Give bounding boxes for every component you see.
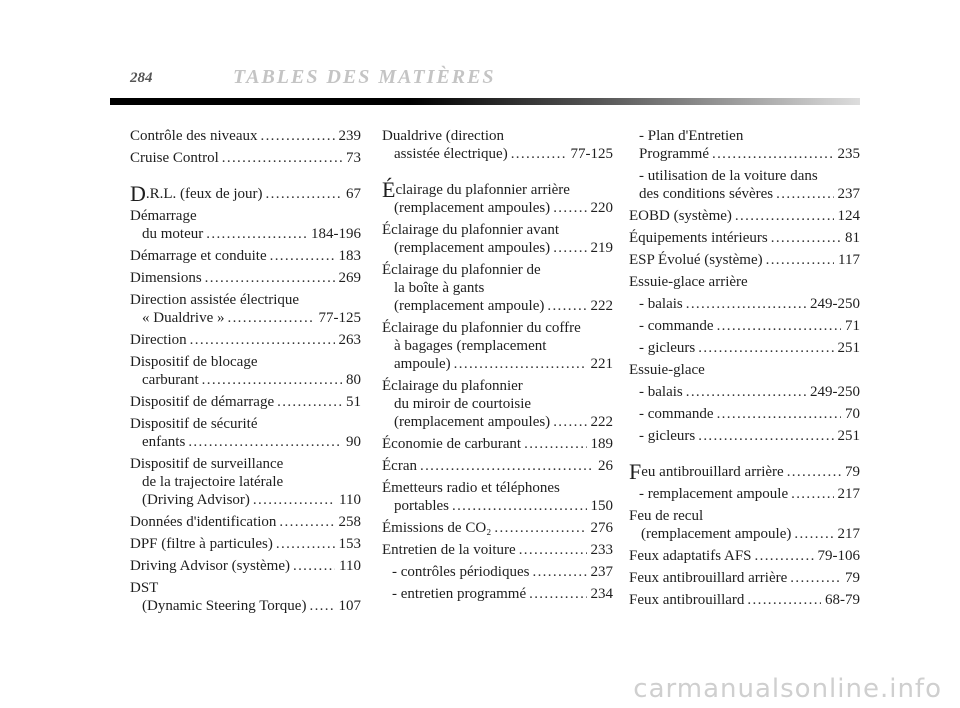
- entry-line: [629, 507, 860, 525]
- entry-line: [130, 149, 361, 167]
- index-column-1: [130, 127, 361, 619]
- index-entry: [629, 405, 860, 423]
- letter-gap: [130, 171, 361, 185]
- page-reference: 251: [837, 340, 860, 356]
- entry-text: (Dynamic Steering Torque): [142, 598, 307, 614]
- entry-text: Dispositif de démarrage: [130, 394, 275, 410]
- page-reference: 234: [590, 586, 613, 602]
- entry-line: [629, 145, 860, 163]
- page-reference: 269: [338, 270, 361, 286]
- index-entry: [382, 221, 613, 257]
- page-reference: 117: [838, 252, 860, 268]
- entry-line: [629, 295, 860, 313]
- index-entry: [382, 479, 613, 515]
- entry-line: [382, 541, 613, 559]
- entry-line: [382, 457, 613, 475]
- entry-line: [629, 569, 860, 587]
- dot-leader: [550, 413, 586, 431]
- entry-line: [629, 485, 860, 503]
- entry-line: [382, 239, 613, 257]
- entry-text: Contrôle des niveaux: [130, 128, 258, 144]
- entry-line: [130, 513, 361, 531]
- index-entry: [130, 415, 361, 451]
- entry-line: [382, 145, 613, 163]
- page-reference: 107: [338, 598, 361, 614]
- dot-leader: [709, 145, 834, 163]
- letter-gap: [382, 167, 613, 181]
- entry-line: [130, 415, 361, 433]
- dot-leader: [521, 435, 586, 453]
- entry-text: (remplacement ampoules): [394, 414, 551, 430]
- entry-line: [629, 251, 860, 269]
- page-reference: 258: [338, 514, 361, 530]
- page-reference: 71: [845, 318, 860, 334]
- entry-line: [629, 127, 860, 145]
- index-entry: [130, 149, 361, 167]
- dot-leader: [203, 225, 307, 243]
- index-entry: [382, 319, 613, 373]
- entry-text: Entretien de la voiture: [382, 542, 516, 558]
- entry-text: - remplacement ampoule: [639, 486, 789, 502]
- dot-leader: [199, 371, 342, 389]
- entry-line: [382, 435, 613, 453]
- dot-leader: [550, 199, 586, 217]
- entry-line: [130, 393, 361, 411]
- index-entry: [130, 579, 361, 615]
- index-entry: [130, 181, 361, 206]
- entry-text: Direction: [130, 332, 187, 348]
- entry-text: ampoule): [394, 356, 451, 372]
- page-reference: 222: [590, 298, 613, 314]
- index-entry: [130, 331, 361, 349]
- dot-leader: [695, 339, 833, 357]
- entry-text: Éclairage du plafonnier: [382, 378, 523, 394]
- index-entry: [382, 457, 613, 475]
- page-reference: 150: [590, 498, 613, 514]
- letter-gap: [629, 449, 860, 463]
- entry-line: [382, 221, 613, 239]
- entry-line: [382, 519, 613, 537]
- entry-text: Programmé: [639, 146, 709, 162]
- index-entry: [629, 427, 860, 445]
- dot-leader: [683, 383, 806, 401]
- index-entry: [130, 513, 361, 531]
- index-entry: [130, 291, 361, 327]
- entry-line: [629, 185, 860, 203]
- index-entry: [629, 273, 860, 291]
- entry-line: [629, 427, 860, 445]
- entry-text: Éclairage du plafonnier de: [382, 262, 541, 278]
- dot-leader: [290, 557, 335, 575]
- entry-text: - balais: [639, 384, 683, 400]
- index-entry: [629, 229, 860, 247]
- entry-line: [130, 291, 361, 309]
- dot-leader: [491, 519, 586, 537]
- entry-text: Dualdrive (direction: [382, 128, 505, 144]
- page-reference: 79: [845, 464, 860, 480]
- entry-text: du moteur: [142, 226, 204, 242]
- page-reference: 237: [590, 564, 613, 580]
- entry-line: [130, 225, 361, 243]
- page-reference: 184-196: [311, 226, 361, 242]
- index-entry: [130, 207, 361, 243]
- dot-leader: [516, 541, 587, 559]
- dot-leader: [529, 563, 586, 581]
- entry-text: eu antibrouillard arrière: [641, 464, 784, 480]
- watermark: carmanualsonline.info: [633, 674, 942, 704]
- page-reference: 73: [346, 150, 361, 166]
- entry-text: - commande: [639, 318, 714, 334]
- entry-text: Feux antibrouillard: [629, 592, 745, 608]
- entry-line: [130, 353, 361, 371]
- page-reference: 249-250: [810, 296, 860, 312]
- entry-text: (remplacement ampoule): [394, 298, 545, 314]
- dot-leader: [732, 207, 834, 225]
- entry-text: Dimensions: [130, 270, 202, 286]
- entry-line: [382, 479, 613, 497]
- entry-line: [130, 331, 361, 349]
- entry-text: (remplacement ampoules): [394, 240, 551, 256]
- dot-leader: [257, 127, 334, 145]
- entry-line: [382, 279, 613, 297]
- page-reference: 235: [837, 146, 860, 162]
- dot-leader: [224, 309, 314, 327]
- dot-leader: [274, 393, 342, 411]
- page-reference: 249-250: [810, 384, 860, 400]
- entry-line: [629, 591, 860, 609]
- entry-line: [382, 377, 613, 395]
- page-reference: 217: [837, 486, 860, 502]
- page-reference: 237: [837, 186, 860, 202]
- entry-line: [130, 371, 361, 389]
- entry-text: « Dualdrive »: [142, 310, 225, 326]
- entry-text: (Driving Advisor): [142, 492, 250, 508]
- entry-line: [629, 229, 860, 247]
- entry-line: [382, 337, 613, 355]
- page-number: 284: [130, 70, 153, 86]
- dot-leader: [695, 427, 833, 445]
- index-entry: [130, 127, 361, 145]
- section-letter: É: [382, 177, 396, 202]
- index-entry: [629, 591, 860, 609]
- entry-line: [382, 297, 613, 315]
- entry-text: Essuie-glace arrière: [629, 274, 748, 290]
- entry-text: Dispositif de blocage: [130, 354, 258, 370]
- page-reference: 77-125: [318, 310, 361, 326]
- entry-text: DST: [130, 580, 159, 596]
- index-entry: [382, 261, 613, 315]
- entry-text: Émissions de CO₂: [382, 520, 492, 536]
- entry-text: Dispositif de sécurité: [130, 416, 258, 432]
- entry-line: [130, 127, 361, 145]
- index-entry: [629, 459, 860, 484]
- page-reference: 77-125: [570, 146, 613, 162]
- entry-line: [629, 339, 860, 357]
- entry-line: [130, 181, 361, 206]
- index-entry: [130, 393, 361, 411]
- index-entry: [130, 557, 361, 575]
- index-entry: [629, 127, 860, 163]
- entry-text: - gicleurs: [639, 428, 696, 444]
- index-entry: [629, 295, 860, 313]
- page-reference: 276: [590, 520, 613, 536]
- page-reference: 251: [837, 428, 860, 444]
- index-entry: [382, 519, 613, 537]
- page-reference: 124: [837, 208, 860, 224]
- index-entry: [629, 207, 860, 225]
- dot-leader: [276, 513, 334, 531]
- dot-leader: [526, 585, 586, 603]
- entry-text: EOBD (système): [629, 208, 732, 224]
- page-reference: 233: [590, 542, 613, 558]
- dot-leader: [787, 569, 841, 587]
- entry-line: [130, 455, 361, 473]
- index-entry: [629, 485, 860, 503]
- entry-text: Éclairage du plafonnier du coffre: [382, 320, 581, 336]
- entry-line: [382, 261, 613, 279]
- entry-text: - contrôles périodiques: [392, 564, 530, 580]
- index-entry: [382, 127, 613, 163]
- dot-leader: [187, 331, 335, 349]
- index-entry: [629, 547, 860, 565]
- entry-text: clairage du plafonnier arrière: [395, 182, 570, 198]
- index-entry: [629, 317, 860, 335]
- entry-line: [382, 395, 613, 413]
- entry-text: ESP Évolué (système): [629, 252, 763, 268]
- index-entry: [629, 361, 860, 379]
- dot-leader: [273, 535, 335, 553]
- entry-text: à bagages (remplacement: [394, 338, 547, 354]
- dot-leader: [449, 497, 587, 515]
- entry-line: [130, 433, 361, 451]
- index-entry: [629, 339, 860, 357]
- index-entry: [629, 251, 860, 269]
- index-entry: [130, 353, 361, 389]
- index-entry: [629, 383, 860, 401]
- entry-text: Dispositif de surveillance: [130, 456, 284, 472]
- page-reference: 263: [338, 332, 361, 348]
- dot-leader: [267, 247, 335, 265]
- entry-text: DPF (filtre à particules): [130, 536, 273, 552]
- index-entry: [382, 563, 613, 581]
- dot-leader: [791, 525, 833, 543]
- page-reference: 189: [590, 436, 613, 452]
- section-letter: D: [130, 181, 146, 206]
- page-reference: 153: [338, 536, 361, 552]
- dot-leader: [768, 229, 841, 247]
- dot-leader: [683, 295, 806, 313]
- dot-leader: [550, 239, 586, 257]
- dot-leader: [784, 463, 841, 481]
- entry-line: [130, 597, 361, 615]
- entry-line: [629, 361, 860, 379]
- page-reference: 220: [590, 200, 613, 216]
- dot-leader: [451, 355, 587, 373]
- entry-text: la boîte à gants: [394, 280, 485, 296]
- index-entry: [130, 455, 361, 509]
- entry-text: Éclairage du plafonnier avant: [382, 222, 559, 238]
- dot-leader: [714, 405, 841, 423]
- index-entry: [629, 167, 860, 203]
- entry-text: Feux antibrouillard arrière: [629, 570, 788, 586]
- page-reference: 239: [338, 128, 361, 144]
- entry-text: des conditions sévères: [639, 186, 774, 202]
- page-reference: 79-106: [817, 548, 860, 564]
- entry-line: [130, 535, 361, 553]
- entry-line: [629, 525, 860, 543]
- dot-leader: [202, 269, 335, 287]
- dot-leader: [306, 597, 334, 615]
- entry-line: [382, 199, 613, 217]
- entry-text: Direction assistée électrique: [130, 292, 300, 308]
- entry-line: [629, 317, 860, 335]
- page-reference: 67: [346, 186, 361, 202]
- entry-text: Émetteurs radio et téléphones: [382, 480, 560, 496]
- entry-line: [130, 247, 361, 265]
- page-reference: 110: [339, 558, 361, 574]
- index-entry: [130, 269, 361, 287]
- index-entry: [382, 585, 613, 603]
- index-entry: [130, 247, 361, 265]
- dot-leader: [417, 457, 594, 475]
- dot-leader: [788, 485, 833, 503]
- entry-text: - balais: [639, 296, 683, 312]
- dot-leader: [714, 317, 841, 335]
- entry-line: [130, 269, 361, 287]
- entry-text: - Plan d'Entretien: [639, 128, 744, 144]
- entry-text: Essuie-glace: [629, 362, 705, 378]
- index-entry: [629, 569, 860, 587]
- entry-text: Feux adaptatifs AFS: [629, 548, 752, 564]
- dot-leader: [763, 251, 834, 269]
- entry-line: [382, 585, 613, 603]
- entry-text: de la trajectoire latérale: [142, 474, 284, 490]
- entry-text: Démarrage: [130, 208, 197, 224]
- entry-text: Données d'identification: [130, 514, 277, 530]
- entry-text: Équipements intérieurs: [629, 230, 768, 246]
- entry-line: [629, 207, 860, 225]
- entry-line: [629, 167, 860, 185]
- page-reference: 217: [837, 526, 860, 542]
- entry-line: [130, 473, 361, 491]
- index-column-2: [382, 127, 613, 607]
- entry-text: portables: [394, 498, 449, 514]
- entry-text: (remplacement ampoule): [641, 526, 792, 542]
- index-entry: [382, 541, 613, 559]
- page-reference: 221: [590, 356, 613, 372]
- index-entry: [382, 377, 613, 431]
- page-reference: 79: [845, 570, 860, 586]
- dot-leader: [263, 185, 342, 203]
- entry-text: du miroir de courtoisie: [394, 396, 532, 412]
- entry-text: enfants: [142, 434, 186, 450]
- entry-text: carburant: [142, 372, 199, 388]
- page-title: TABLES DES MATIÈRES: [233, 66, 496, 88]
- entry-text: .R.L. (feux de jour): [145, 186, 263, 202]
- entry-line: [382, 319, 613, 337]
- page-reference: 51: [346, 394, 361, 410]
- entry-text: - gicleurs: [639, 340, 696, 356]
- entry-text: - commande: [639, 406, 714, 422]
- entry-line: [382, 355, 613, 373]
- entry-text: Driving Advisor (système): [130, 558, 290, 574]
- index-column-3: [629, 127, 860, 613]
- dot-leader: [744, 591, 821, 609]
- entry-line: [130, 309, 361, 327]
- entry-line: [382, 413, 613, 431]
- entry-line: [629, 459, 860, 484]
- entry-line: [629, 405, 860, 423]
- dot-leader: [752, 547, 814, 565]
- page-reference: 222: [590, 414, 613, 430]
- section-letter: F: [629, 459, 642, 484]
- index-entry: [130, 535, 361, 553]
- dot-leader: [185, 433, 342, 451]
- page-reference: 68-79: [825, 592, 860, 608]
- entry-line: [382, 563, 613, 581]
- dot-leader: [219, 149, 342, 167]
- page-reference: 90: [346, 434, 361, 450]
- entry-line: [130, 491, 361, 509]
- index-entry: [382, 177, 613, 217]
- page-reference: 80: [346, 372, 361, 388]
- entry-text: assistée électrique): [394, 146, 508, 162]
- entry-line: [382, 177, 613, 202]
- entry-line: [130, 579, 361, 597]
- dot-leader: [544, 297, 586, 315]
- entry-text: - entretien programmé: [392, 586, 527, 602]
- entry-line: [130, 207, 361, 225]
- header-rule: [110, 98, 860, 105]
- entry-line: [382, 127, 613, 145]
- entry-text: - utilisation de la voiture dans: [639, 168, 818, 184]
- entry-text: Feu de recul: [629, 508, 704, 524]
- dot-leader: [250, 491, 335, 509]
- page-reference: 26: [598, 458, 613, 474]
- dot-leader: [773, 185, 833, 203]
- entry-text: Démarrage et conduite: [130, 248, 267, 264]
- index-entry: [382, 435, 613, 453]
- entry-line: [629, 273, 860, 291]
- dot-leader: [508, 145, 567, 163]
- entry-line: [130, 557, 361, 575]
- entry-line: [382, 497, 613, 515]
- page-reference: 219: [590, 240, 613, 256]
- index-entry: [629, 507, 860, 543]
- page-reference: 70: [845, 406, 860, 422]
- entry-text: (remplacement ampoules): [394, 200, 551, 216]
- entry-text: Écran: [382, 458, 417, 474]
- page-reference: 81: [845, 230, 860, 246]
- entry-text: Cruise Control: [130, 150, 219, 166]
- entry-line: [629, 547, 860, 565]
- page-reference: 110: [339, 492, 361, 508]
- entry-text: Économie de carburant: [382, 436, 522, 452]
- entry-line: [629, 383, 860, 401]
- page-reference: 183: [338, 248, 361, 264]
